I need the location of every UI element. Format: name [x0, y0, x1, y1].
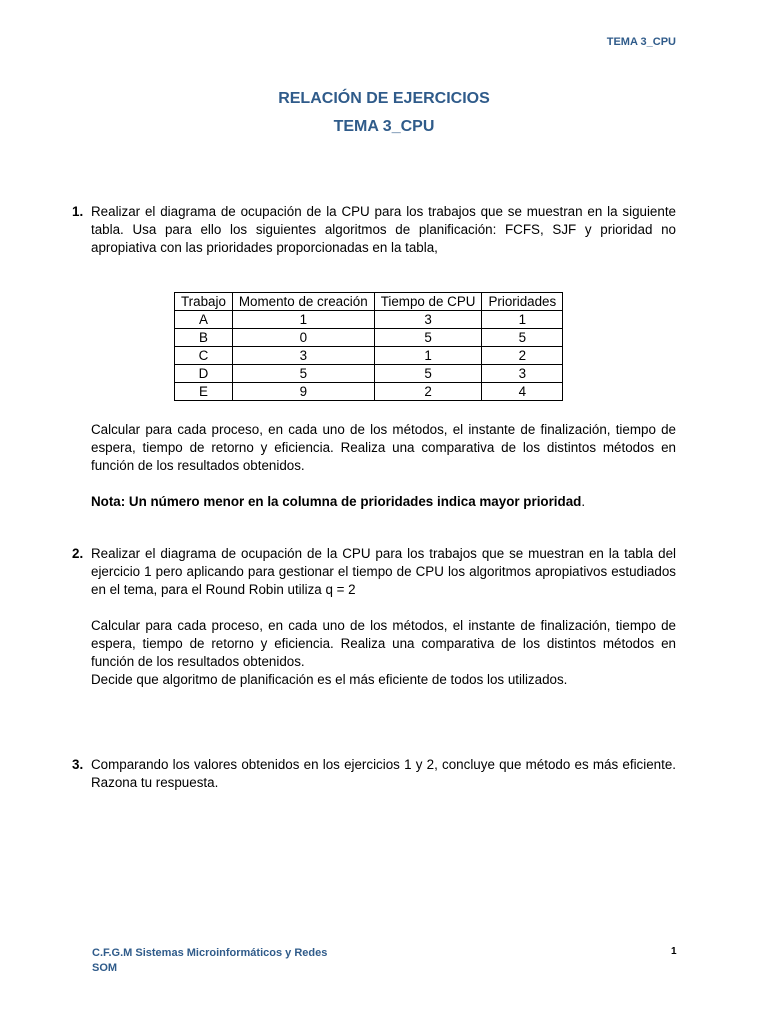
- note-period: .: [581, 494, 586, 509]
- table-cell: 4: [482, 383, 563, 401]
- table-row: [175, 383, 563, 401]
- table-cell: D: [175, 365, 233, 383]
- exercise-3: [72, 756, 676, 792]
- exercise-number: 2.: [72, 546, 84, 561]
- table-row: [175, 329, 563, 347]
- exercise-1-calc: Calcular para cada proceso, en cada uno de los métodos, el instante de finalización, tiempo de espera, tiempo de retorno y eficiencia. Realiza una comparativa de los distintos métodos en función de los resultados obtenidos.: [91, 422, 676, 473]
- table-cell: B: [175, 329, 233, 347]
- exercise-3-intro: Comparando los valores obtenidos en los ejercicios 1 y 2, concluye que método es más eficiente. Razona tu respuesta.: [91, 757, 676, 790]
- exercise-1-note: [91, 493, 676, 511]
- table-cell: 1: [232, 311, 374, 329]
- table-cell: 9: [232, 383, 374, 401]
- table-header-cell: Trabajo: [175, 293, 233, 311]
- running-header: TEMA 3_CPU: [606, 36, 676, 48]
- table-row: [175, 365, 563, 383]
- footer-line-2: SOM: [92, 962, 118, 974]
- table-cell: 5: [374, 329, 482, 347]
- table-cell: 5: [482, 329, 563, 347]
- exercise-number: 1.: [72, 204, 84, 219]
- exercise-2-decide: Decide que algoritmo de planificación es el más eficiente de todos los utilizados.: [91, 672, 568, 687]
- page-title: RELACIÓN DE EJERCICIOS: [278, 90, 490, 107]
- footer-course: [92, 946, 327, 976]
- jobs-table: [174, 292, 563, 401]
- table-cell: 5: [232, 365, 374, 383]
- table-header-cell: Momento de creación: [232, 293, 374, 311]
- title-block: [0, 88, 768, 144]
- table-cell: 1: [374, 347, 482, 365]
- page-subtitle: TEMA 3_CPU: [333, 118, 435, 135]
- table-header-cell: Tiempo de CPU: [374, 293, 482, 311]
- table-cell: 2: [482, 347, 563, 365]
- note-text: Nota: Un número menor en la columna de prioridades indica mayor prioridad: [91, 494, 582, 509]
- table-cell: A: [175, 311, 233, 329]
- table-cell: 1: [482, 311, 563, 329]
- table-header-row: [175, 293, 563, 311]
- table-cell: C: [175, 347, 233, 365]
- table-row: [175, 347, 563, 365]
- exercise-2-calc: Calcular para cada proceso, en cada uno de los métodos, el instante de finalización, tiempo de espera, tiempo de retorno y eficiencia. Realiza una comparativa de los distintos métodos en función de los resultados obtenidos.: [91, 618, 676, 669]
- table-cell: 3: [232, 347, 374, 365]
- table-cell: E: [175, 383, 233, 401]
- footer-line-1: C.F.G.M Sistemas Microinformáticos y Redes: [92, 947, 328, 959]
- exercise-1: [72, 203, 676, 257]
- table-row: [175, 311, 563, 329]
- table-cell: 0: [232, 329, 374, 347]
- page-number: 1: [671, 946, 677, 957]
- table-cell: 5: [374, 365, 482, 383]
- exercise-number: 3.: [72, 757, 84, 772]
- table-cell: 2: [374, 383, 482, 401]
- exercise-1-intro: Realizar el diagrama de ocupación de la CPU para los trabajos que se muestran en la siguiente tabla. Usa para ello los siguientes algoritmos de planificación: FCFS, SJF y prioridad no apropiativa con las prioridades proporcionadas en la tabla,: [91, 204, 676, 255]
- table-cell: 3: [482, 365, 563, 383]
- table-header-cell: Prioridades: [482, 293, 563, 311]
- exercise-1-continued: [72, 421, 676, 511]
- exercise-2: [72, 545, 676, 689]
- table-cell: 3: [374, 311, 482, 329]
- exercise-2-intro: Realizar el diagrama de ocupación de la CPU para los trabajos que se muestran en la tabla del ejercicio 1 pero aplicando para gestionar el tiempo de CPU los algoritmos apropiativos estudiados en el tema, para el Round Robin utiliza q = 2: [91, 546, 676, 597]
